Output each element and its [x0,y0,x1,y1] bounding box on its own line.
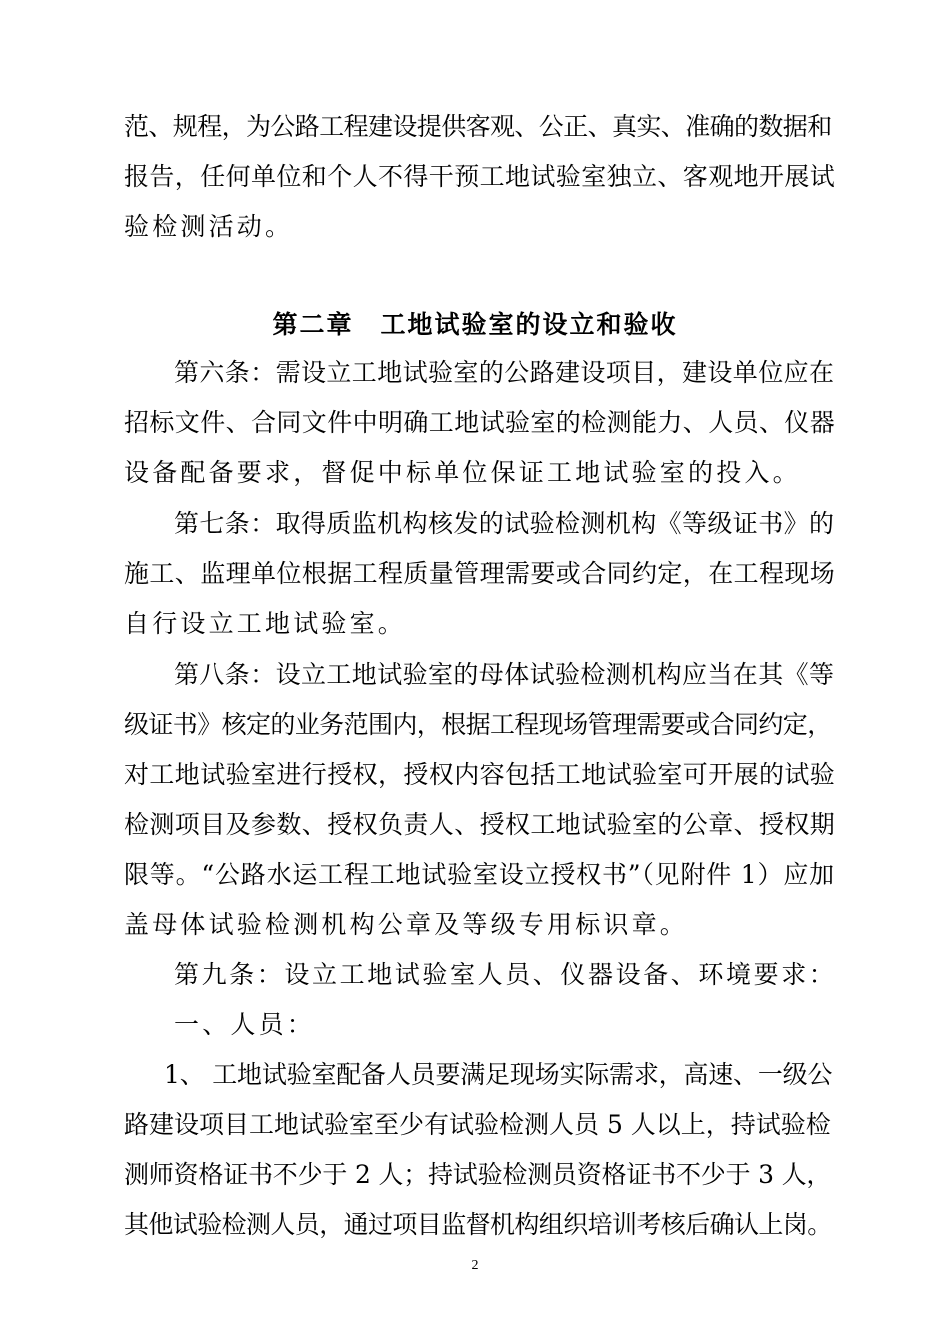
article-6-line: 第六条：需设立工地试验室的公路建设项目，建设单位应在 [174,358,835,387]
article-8-line: 级证书》核定的业务范围内，根据工程现场管理需要或合同约定， [124,710,832,739]
item-1-line: 其他试验检测人员，通过项目监督机构组织培训考核后确认上岗。 [124,1210,832,1239]
article-7-line: 第七条：取得质监机构核发的试验检测机构《等级证书》的 [174,509,835,538]
paragraph-line: 验检测活动。 [124,212,294,241]
article-9-line: 第九条：设立工地试验室人员、仪器设备、环境要求： [174,960,837,989]
article-8-line: 第八条：设立工地试验室的母体试验检测机构应当在其《等 [174,660,835,689]
article-6-line: 设备配备要求，督促中标单位保证工地试验室的投入。 [124,458,801,487]
section-heading-personnel: 一、人员： [174,1010,316,1039]
article-8-line: 对工地试验室进行授权，授权内容包括工地试验室可开展的试验 [124,760,836,789]
article-6-line: 招标文件、合同文件中明确工地试验室的检测能力、人员、仪器 [124,408,836,437]
item-1-line: 1、 工地试验室配备人员要满足现场实际需求，高速、一级公 [164,1060,833,1089]
item-1-line: 测师资格证书不少于 2 人；持试验检测员资格证书不少于 3 人， [124,1160,832,1189]
article-8-line: 检测项目及参数、授权负责人、授权工地试验室的公章、授权期 [124,810,836,839]
article-8-line: 限等。“公路水运工程工地试验室设立授权书”（见附件 1）应加 [124,860,835,889]
article-7-line: 自行设立工地试验室。 [124,609,407,638]
page-number: 2 [471,1258,479,1273]
chapter-heading: 第二章 工地试验室的设立和验收 [272,310,678,339]
article-8-line: 盖母体试验检测机构公章及等级专用标识章。 [124,910,689,939]
article-7-line: 施工、监理单位根据工程质量管理需要或合同约定，在工程现场 [124,559,836,588]
item-1-line: 路建设项目工地试验室至少有试验检测人员 5 人以上，持试验检 [124,1110,831,1139]
paragraph-line: 报告，任何单位和个人不得干预工地试验室独立、客观地开展试 [124,162,836,191]
paragraph-line: 范、规程，为公路工程建设提供客观、公正、真实、准确的数据和 [124,112,832,141]
